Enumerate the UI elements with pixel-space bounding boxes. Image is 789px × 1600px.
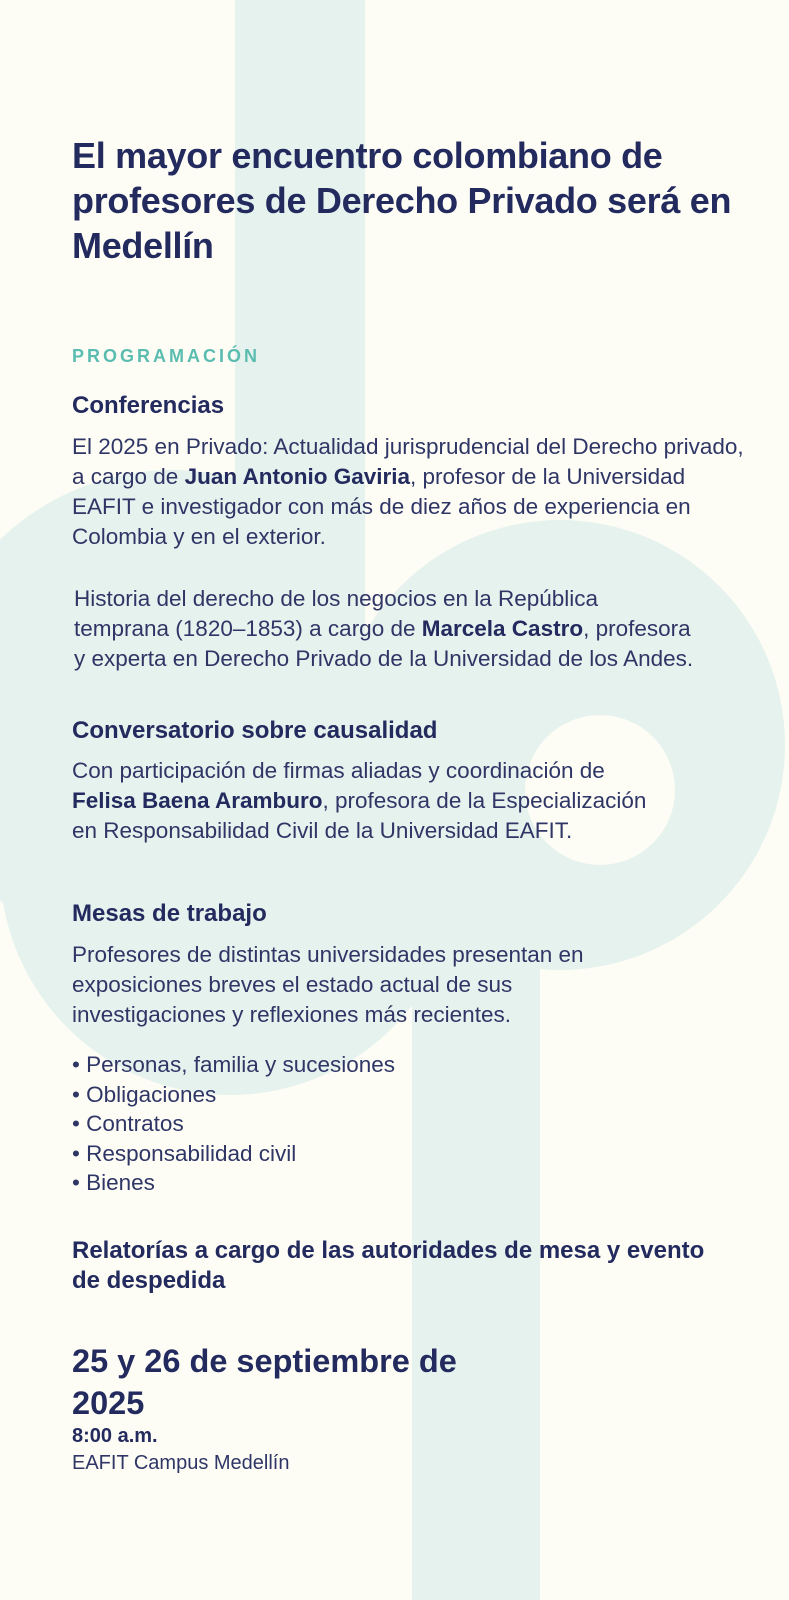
mesas-heading: Mesas de trabajo [72,900,267,927]
conversatorio-heading: Conversatorio sobre causalidad [72,717,438,744]
speaker-name: Marcela Castro [421,616,584,641]
coordinator-name: Felisa Baena Aramburo [72,788,323,813]
mesas-topic-list [72,1050,395,1198]
conferencia-1-lead: El 2025 en Privado: Actualidad jurisprudencial del Derecho privado, a cargo de [72,434,744,489]
list-item: • Obligaciones [72,1080,395,1110]
section-kicker: PROGRAMACIÓN [72,346,260,366]
conferencia-2-lead: Historia del derecho de los negocios en la República temprana (1820–1853) a cargo de [74,586,599,641]
closing-heading: Relatorías a cargo de las autoridades de mesa y evento de despedida [72,1237,705,1294]
event-place: EAFIT Campus Medellín [72,1452,290,1474]
conferencia-1-text [72,432,752,552]
conferencia-2-rest: , profesora y experta en Derecho Privado de la Universidad de los Andes. [74,616,694,671]
conferencias-heading: Conferencias [72,392,225,419]
event-date: 25 y 26 de septiembre de 2025 [72,1343,457,1421]
conferencia-1-rest: , profesor de la Universidad EAFIT e investigador con más de diez años de experiencia en Colombia y en el exterior. [72,464,691,549]
event-time: 8:00 a.m. [72,1425,158,1447]
page-title: El mayor encuentro colombiano de profesores de Derecho Privado será en Medellín [72,135,732,266]
mesas-text: Profesores de distintas universidades presentan en exposiciones breves el estado actual de sus investigaciones y reflexiones más recientes. [72,942,584,1027]
list-item: • Responsabilidad civil [72,1139,395,1169]
conversatorio-text [72,756,672,846]
conversatorio-lead: Con participación de firmas aliadas y coordinación de [72,758,605,783]
conversatorio-rest: , profesora de la Especialización en Responsabilidad Civil de la Universidad EAFIT. [72,788,647,843]
list-item: • Contratos [72,1109,395,1139]
conferencia-2-text [74,584,694,674]
list-item: • Bienes [72,1168,395,1198]
list-item: • Personas, familia y sucesiones [72,1050,395,1080]
speaker-name: Juan Antonio Gaviria [184,464,411,489]
